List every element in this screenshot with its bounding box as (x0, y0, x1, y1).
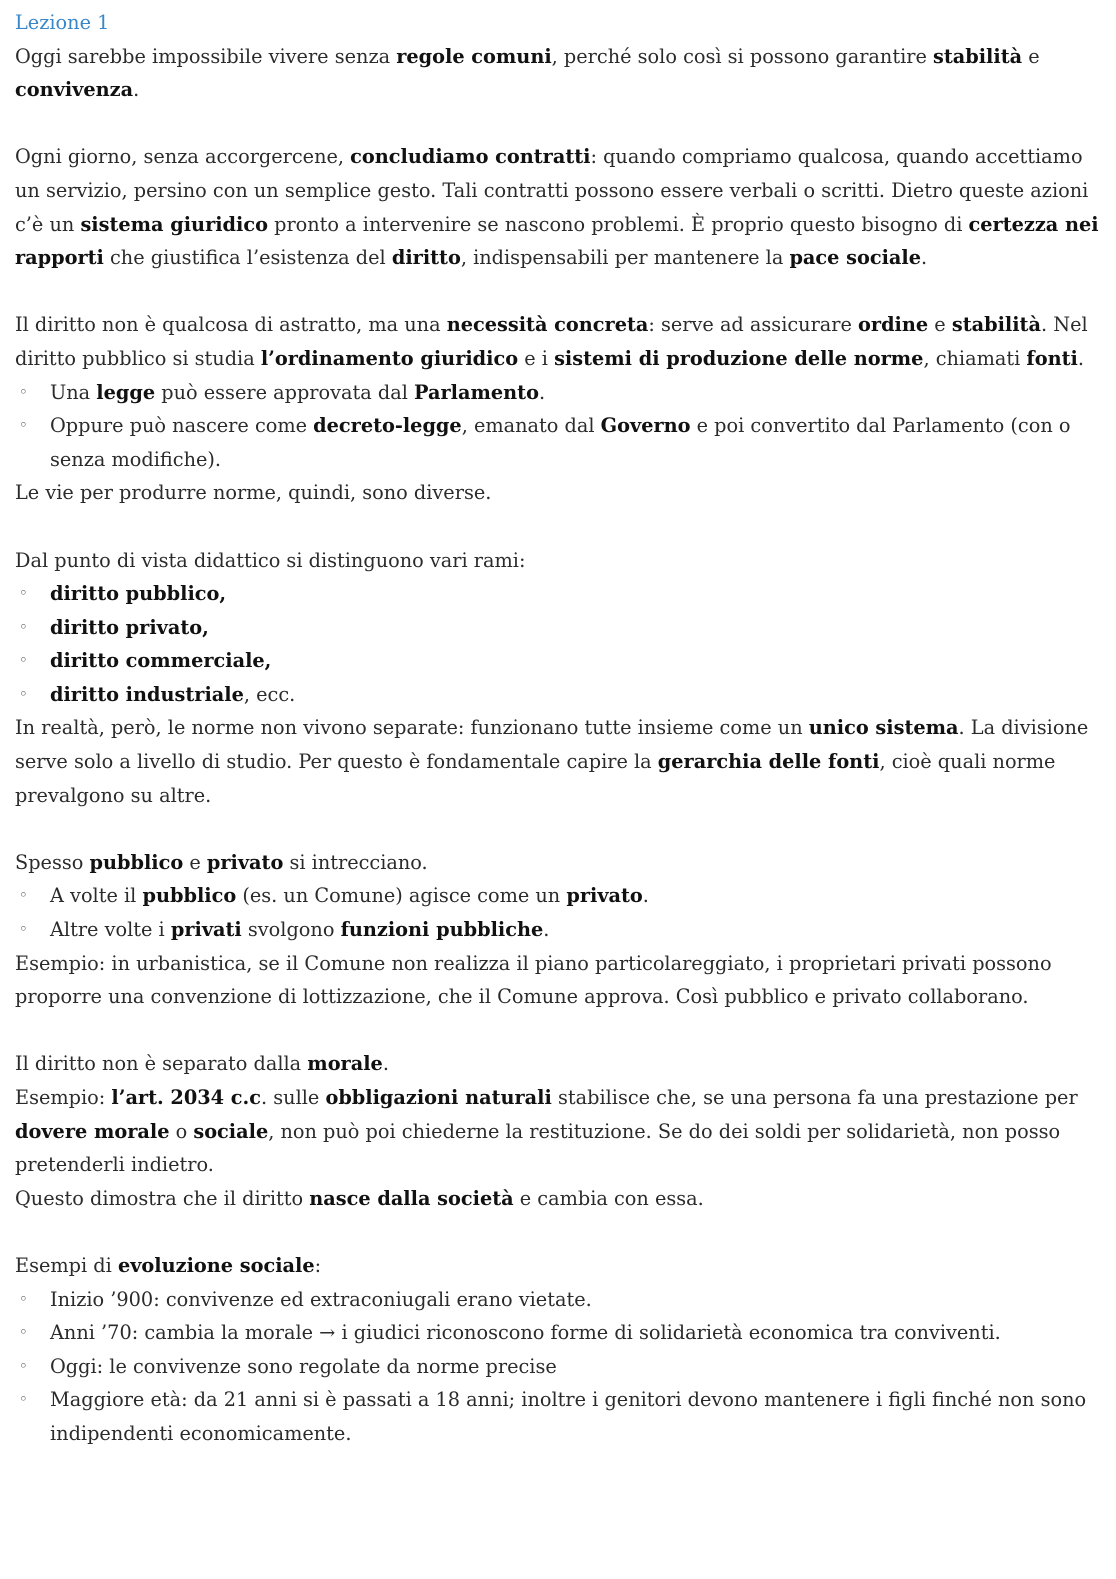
text-run: Esempio: (15, 1086, 112, 1109)
text-run: Oppure può nascere come (50, 414, 314, 438)
list-item (15, 879, 1100, 913)
bold-text: necessità concreta (446, 313, 649, 337)
bold-text: l’art. 2034 c.c (111, 1086, 261, 1109)
paragraph (15, 1182, 1100, 1216)
paragraph (15, 1081, 1100, 1182)
lesson-title: Lezione 1 (15, 11, 110, 34)
bold-text: Parlamento (414, 380, 539, 404)
text-run: Oggi: le convivenze sono regolate da norme precise (50, 1354, 557, 1378)
list-item (15, 644, 1100, 678)
bold-text: l’ordinamento giuridico (260, 346, 519, 370)
bold-text: ordine (858, 313, 929, 337)
text-run: Il diritto non è separato dalla (15, 1052, 308, 1076)
bullet-list (15, 376, 1100, 477)
bold-text: nasce dalla società (309, 1186, 514, 1210)
bold-text: funzioni pubbliche (340, 918, 544, 942)
text-run: . (382, 1052, 389, 1076)
text-run: . (921, 246, 928, 270)
bold-text: diritto pubblico, (50, 582, 227, 606)
paragraph (15, 1249, 1100, 1283)
paragraph-spacer (15, 107, 1100, 141)
bold-text: legge (96, 380, 156, 404)
text-run: , indispensabili per mantenere la (460, 246, 790, 270)
text-run: In realtà, però, le norme non vivono separate: funzionano tutte insieme come un (15, 716, 809, 740)
list-item (15, 1316, 1100, 1350)
text-run: Esempi di (15, 1253, 118, 1277)
bold-text: diritto commerciale, (50, 649, 272, 673)
text-run: stabilisce che, se una persona fa una prestazione per (551, 1086, 1078, 1109)
document-body (15, 6, 1100, 1451)
text-run: , chiamati (923, 346, 1027, 370)
bold-text: gerarchia delle fonti (657, 750, 880, 774)
text-run: Maggiore età: da 21 anni si è passati a 18 anni; inoltre i genitori devono mantenere i figli finché non sono indipendenti economicamente. (50, 1388, 1087, 1445)
bold-text: diritto (391, 246, 461, 270)
text-run: e poi convertito dal Parlamento (con o senza modifiche). (50, 414, 1071, 471)
list-item (15, 577, 1100, 611)
paragraph-spacer (15, 1215, 1100, 1249)
text-run: . La divisione serve solo a livello di studio. Per questo è fondamentale capire la (15, 716, 1089, 774)
bullet-list (15, 577, 1100, 711)
list-item (15, 1383, 1100, 1450)
list-item (15, 409, 1100, 476)
text-run: Inizio ’900: convivenze ed extraconiugali erano vietate. (50, 1287, 592, 1311)
text-run: Questo dimostra che il diritto (15, 1186, 310, 1210)
text-run: Il diritto non è qualcosa di astratto, ma una (15, 313, 447, 337)
bold-text: certezza nei rapporti (15, 212, 1099, 270)
text-run: Oggi sarebbe impossibile vivere senza (15, 44, 397, 68)
paragraph-spacer (15, 510, 1100, 544)
bold-text: concludiamo contratti (350, 145, 591, 169)
paragraph-spacer (15, 1014, 1100, 1048)
bold-text: privato (566, 884, 643, 908)
text-run: Spesso (15, 850, 90, 874)
paragraph-spacer (15, 275, 1100, 309)
text-run: . (1077, 346, 1084, 370)
paragraph (15, 846, 1100, 880)
bold-text: stabilità (951, 313, 1041, 337)
bold-text: obbligazioni naturali (325, 1086, 552, 1109)
bold-text: pace sociale (789, 246, 922, 270)
text-run: Ogni giorno, senza accorgercene, (15, 145, 351, 169)
text-run: : serve ad assicurare (648, 313, 859, 337)
bold-text: pubblico (142, 884, 237, 908)
text-run: : quando compriamo qualcosa, quando accettiamo un servizio, persino con un semplice gesto. Tali contratti possono essere verbali o scritti. Dietro queste azioni c’è un (15, 145, 1089, 236)
text-run: e cambia con essa. (513, 1186, 704, 1210)
list-item (15, 913, 1100, 947)
text-run: . (543, 918, 550, 942)
paragraph (15, 947, 1100, 1014)
bold-text: morale (307, 1052, 383, 1076)
text-run: . (133, 78, 140, 102)
bold-text: convivenza (15, 78, 134, 102)
paragraph (15, 711, 1100, 812)
text-run: A volte il (50, 884, 143, 908)
bold-text: pubblico (89, 850, 184, 874)
paragraph (15, 40, 1100, 107)
text-run: si intrecciano. (283, 850, 428, 874)
bold-text: dovere morale (15, 1119, 170, 1143)
text-run: e (1022, 44, 1040, 68)
bullet-list (15, 879, 1100, 946)
bold-text: fonti (1026, 346, 1078, 370)
bold-text: regole comuni (396, 44, 552, 68)
bold-text: unico sistema (808, 716, 959, 740)
bullet-list (15, 1283, 1100, 1451)
text-run: e i (518, 346, 555, 370)
bold-text: sistema giuridico (80, 212, 268, 236)
bold-text: privati (170, 918, 242, 942)
text-run: che giustifica l’esistenza del (103, 246, 392, 270)
text-run: Le vie per produrre norme, quindi, sono diverse. (15, 481, 492, 505)
text-run: (es. un Comune) agisce come un (236, 884, 567, 908)
bold-text: sociale (193, 1119, 269, 1143)
paragraph (15, 308, 1100, 375)
text-run: Anni ’70: cambia la morale → i giudici riconoscono forme di solidarietà economica tra conviventi. (50, 1321, 1001, 1345)
bold-text: decreto-legge (313, 414, 462, 438)
paragraph-spacer (15, 812, 1100, 846)
paragraph (15, 1047, 1100, 1081)
text-run: Esempio: in urbanistica, se il Comune non realizza il piano particolareggiato, i proprietari privati possono proporre una convenzione di lottizzazione, che il Comune approva. Così pubblico e privato collaborano. (15, 951, 1052, 1009)
bold-text: sistemi di produzione delle norme (554, 346, 924, 370)
list-item (15, 1283, 1100, 1317)
text-run: Dal punto di vista didattico si distinguono vari rami: (15, 548, 526, 572)
paragraph (15, 544, 1100, 578)
text-run: . (538, 380, 546, 404)
text-run: , ecc. (243, 682, 296, 706)
paragraph (15, 476, 1100, 510)
text-run: , perché solo così si possono garantire (551, 44, 933, 68)
text-run: può essere approvata dal (155, 380, 415, 404)
document-content (15, 40, 1100, 1451)
text-run: pronto a intervenire se nascono problemi. È proprio questo bisogno di (267, 212, 969, 236)
text-run: , cioè quali norme prevalgono su altre. (15, 750, 1056, 807)
text-run: Una (50, 380, 97, 404)
paragraph (15, 140, 1100, 274)
list-item (15, 611, 1100, 645)
text-run: : (314, 1253, 322, 1277)
text-run: . Nel diritto pubblico si studia (15, 313, 1088, 370)
text-run: Altre volte i (50, 918, 171, 942)
text-run: , non può poi chiederne la restituzione. Se do dei soldi per solidarietà, non posso pretenderli indietro. (15, 1119, 1061, 1177)
text-run: e (928, 313, 952, 337)
text-run: , emanato dal (461, 414, 601, 438)
text-run: . sulle (261, 1086, 326, 1109)
list-item (15, 678, 1100, 712)
bold-text: evoluzione sociale (117, 1253, 315, 1277)
text-run: . (642, 884, 649, 908)
text-run: e (183, 850, 207, 874)
list-item (15, 376, 1100, 410)
bold-text: stabilità (933, 44, 1023, 68)
text-run: svolgono (241, 918, 341, 942)
text-run: o (169, 1119, 194, 1143)
bold-text: diritto industriale (50, 682, 244, 706)
bold-text: privato (206, 850, 284, 874)
bold-text: diritto privato, (50, 615, 209, 639)
list-item (15, 1350, 1100, 1384)
bold-text: Governo (600, 414, 691, 438)
